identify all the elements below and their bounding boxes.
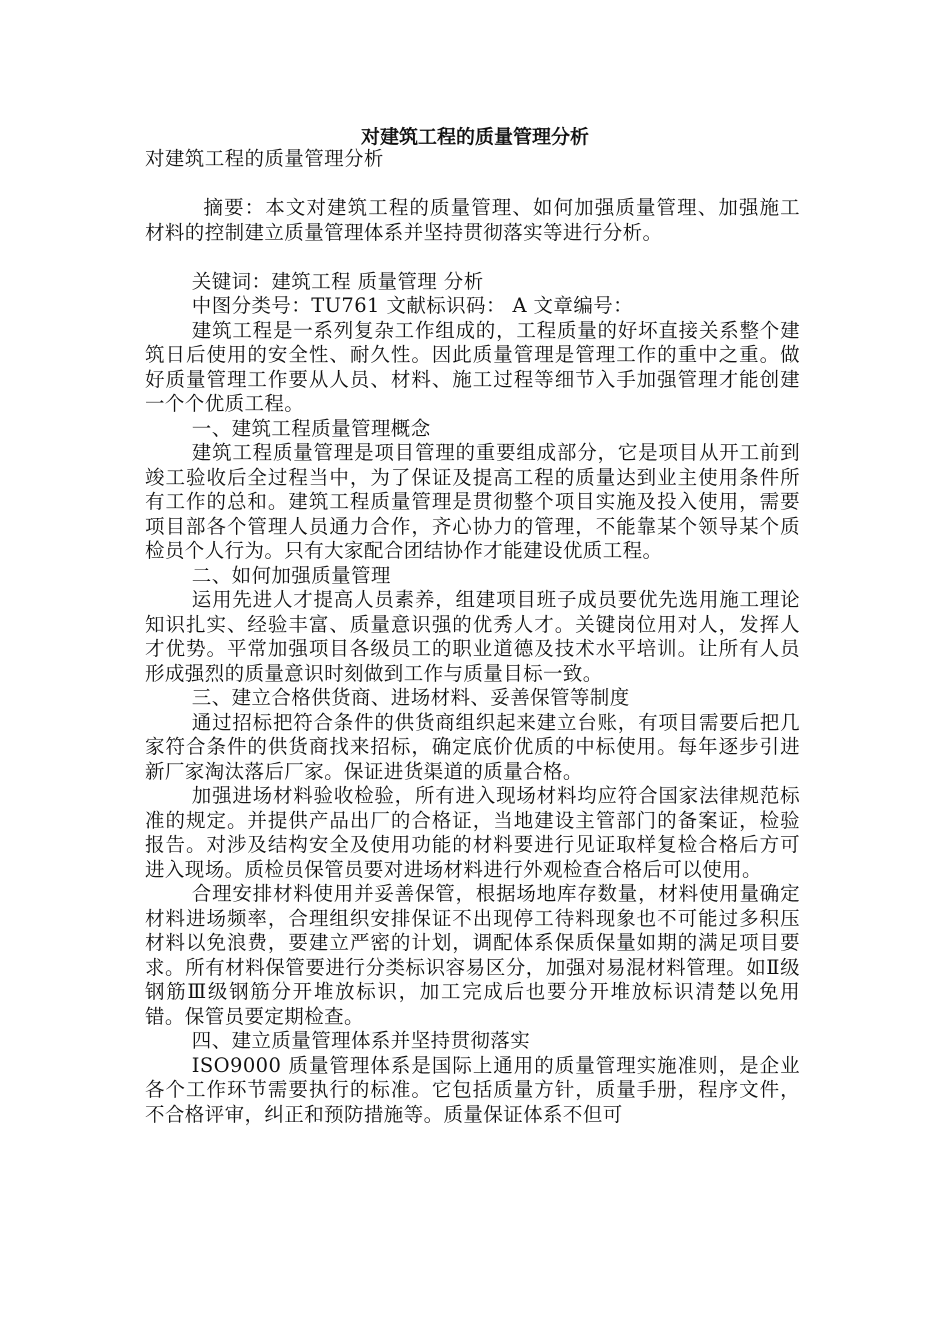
spacer: [145, 172, 800, 197]
body-paragraph: 运用先进人才提高人员素养，组建项目班子成员要优先选用施工理论知识扎实、经验丰富、质量意识强的优秀人才。关键岗位用对人，发挥人才优势。平常加强项目各级员工的职业道德及技术水平培训。让所有人员形成强烈的质量意识时刻做到工作与质量目标一致。: [145, 588, 800, 685]
section-heading: 三、建立合格供货商、进场材料、妥善保管等制度: [191, 686, 630, 709]
classification-line: 中图分类号：TU761 文献标识码： A 文章编号：: [191, 294, 634, 317]
body-paragraph: 合理安排材料使用并妥善保管，根据场地库存数量，材料使用量确定材料进场频率，合理组织安排保证不出现停工待料现象也不可能过多积压材料以免浪费，要建立严密的计划，调配体系保质保量如期的满足项目要求。所有材料保管要进行分类标识容易区分，加强对易混材料管理。如Ⅱ级钢筋Ⅲ级钢筋分开堆放标识，加工完成后也要分开堆放标识清楚以免用错。保管员要定期检查。: [145, 882, 800, 1028]
section-heading: 二、如何加强质量管理: [191, 563, 391, 587]
section-heading: 四、建立质量管理体系并坚持贯彻落实: [191, 1029, 531, 1052]
document-subtitle: 对建筑工程的质量管理分析: [145, 147, 384, 170]
keywords-line: 关键词：建筑工程 质量管理 分析: [191, 269, 484, 293]
abstract-paragraph: 摘要：本文对建筑工程的质量管理、如何加强质量管理、加强施工材料的控制建立质量管理体系并坚持贯彻落实等进行分析。: [145, 196, 800, 244]
document-title: 对建筑工程的质量管理分析: [360, 126, 589, 148]
body-paragraph: 加强进场材料验收检验，所有进入现场材料均应符合国家法律规范标准的规定。并提供产品出厂的合格证，当地建设主管部门的备案证，检验报告。对涉及结构安全及使用功能的材料要进行见证取样复检合格后方可进入现场。质检员保管员要对进场材料进行外观检查合格后可以使用。: [145, 784, 800, 881]
section-heading: 一、建筑工程质量管理概念: [191, 416, 431, 440]
document-body: [145, 147, 800, 1127]
intro-paragraph: 建筑工程是一系列复杂工作组成的，工程质量的好坏直接关系整个建筑日后使用的安全性、耐久性。因此质量管理是管理工作的重中之重。做好质量管理工作要从人员、材料、施工过程等细节入手加强管理才能创建一个个优质工程。: [145, 318, 800, 415]
body-paragraph: 建筑工程质量管理是项目管理的重要组成部分，它是项目从开工前到竣工验收后全过程当中，为了保证及提高工程的质量达到业主使用条件所有工作的总和。建筑工程质量管理是贯彻整个项目实施及投入使用，需要项目部各个管理人员通力合作，齐心协力的管理，不能靠某个领导某个质检员个人行为。只有大家配合团结协作才能建设优质工程。: [145, 441, 800, 562]
body-paragraph: 通过招标把符合条件的供货商组织起来建立台账，有项目需要后把几家符合条件的供货商找来招标，确定底价优质的中标使用。每年逐步引进新厂家淘汰落后厂家。保证进货渠道的质量合格。: [145, 710, 800, 783]
spacer: [145, 245, 800, 270]
body-paragraph: ISO9000 质量管理体系是国际上通用的质量管理实施准则，是企业各个工作环节需要执行的标准。它包括质量方针，质量手册，程序文件，不合格评审，纠正和预防措施等。质量保证体系不但可: [145, 1053, 800, 1126]
